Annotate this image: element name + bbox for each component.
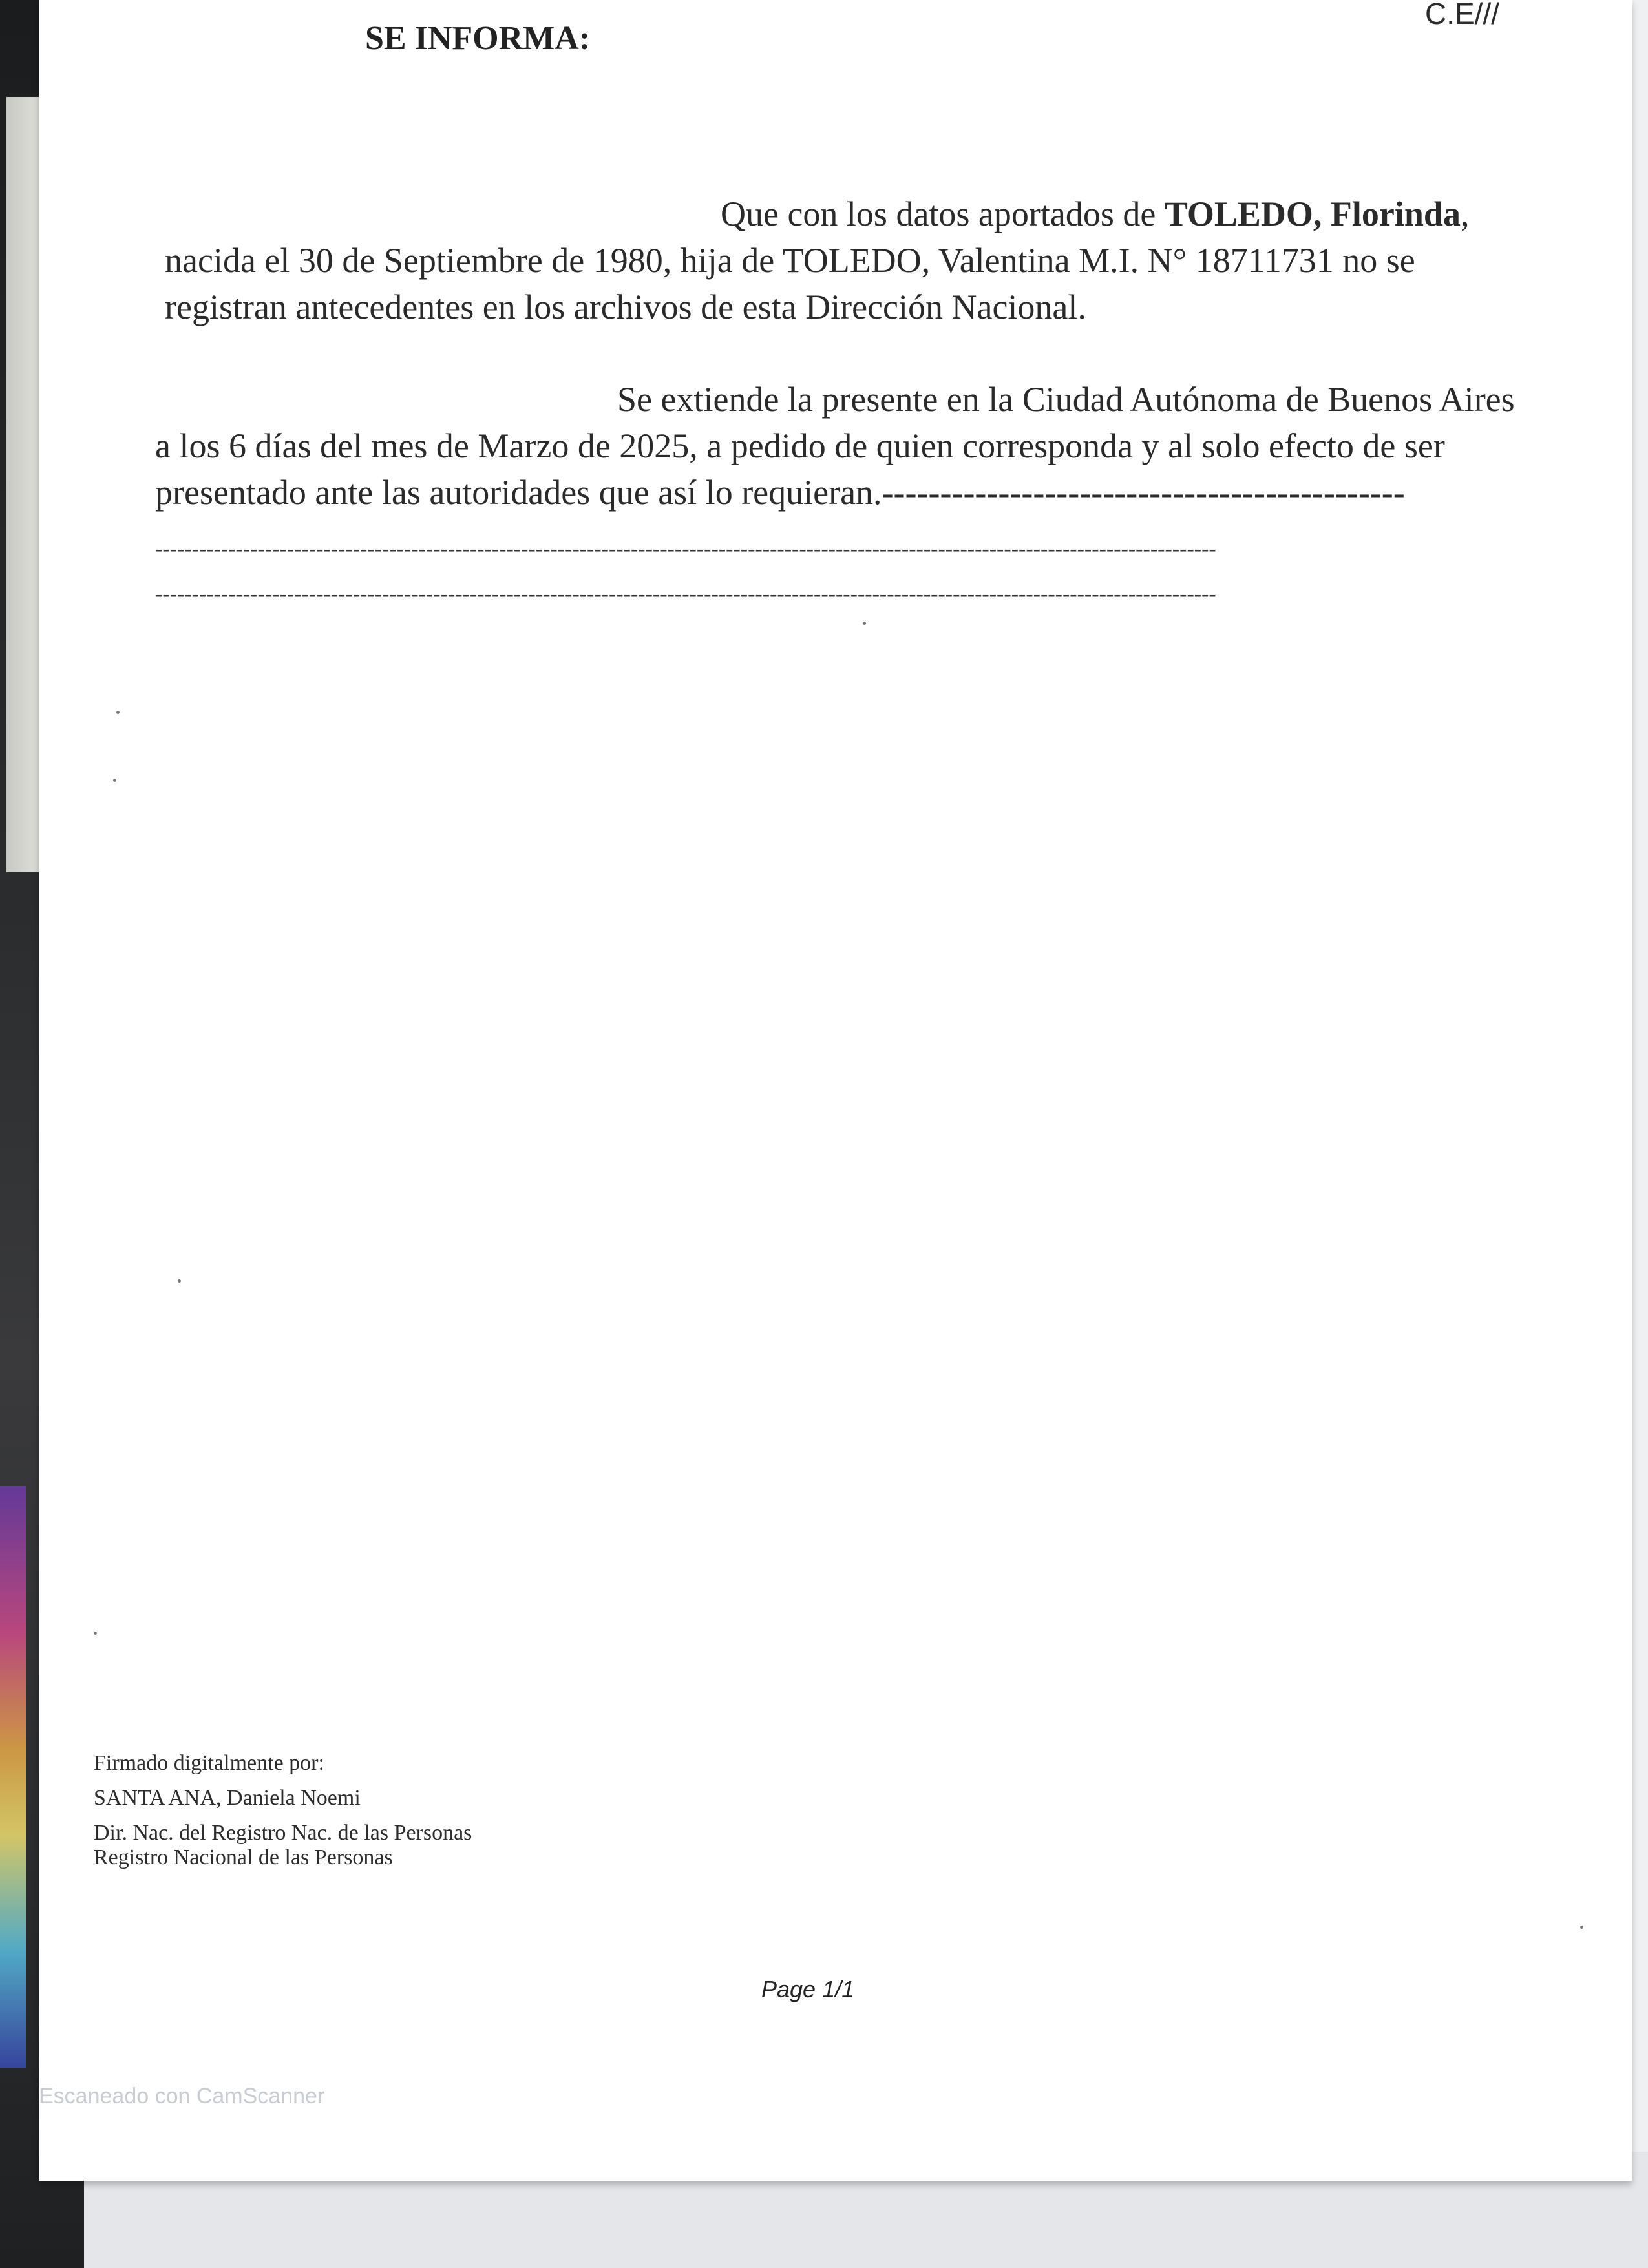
- digital-signature-block: [94, 1751, 472, 1870]
- page-number: Page 1/1: [761, 1976, 855, 2002]
- signer-office: Dir. Nac. del Registro Nac. de las Personas: [94, 1821, 472, 1845]
- document-page: [39, 0, 1632, 2181]
- document-heading: SE INFORMA:: [365, 20, 591, 57]
- paragraph-report-line-3: registran antecedentes en los archivos de esta Dirección Nacional.: [165, 288, 1086, 326]
- paragraph-report-line-2: nacida el 30 de Septiembre de 1980, hija de TOLEDO, Valentina M.I. N° 18711731 no se: [165, 241, 1415, 280]
- issuance-closing-text: presentado ante las autoridades que así lo requieran.: [155, 473, 882, 512]
- signer-agency: Registro Nacional de las Personas: [94, 1845, 393, 1869]
- scan-speck: [178, 1279, 181, 1283]
- subject-name: TOLEDO, Florinda: [1164, 194, 1461, 233]
- camscanner-watermark: Escaneado con CamScanner: [39, 2084, 325, 2108]
- paragraph-issuance-line-3: [155, 469, 1515, 516]
- report-comma: ,: [1460, 194, 1470, 233]
- scan-speck: [94, 1632, 97, 1635]
- paragraph-issuance-line-1: [155, 376, 1515, 423]
- scan-speck: [113, 779, 116, 782]
- paragraph-report-line-1: [165, 191, 1469, 237]
- report-intro-text: Que con los datos aportados de: [721, 194, 1165, 233]
- fill-dash-line: -------------------------------------------------------------------------------------------------------------------------------------------------: [155, 582, 1216, 606]
- scan-speck: [863, 622, 866, 625]
- scan-color-artifact: [0, 1486, 26, 2068]
- paragraph-report: [165, 191, 1469, 330]
- paragraph-issuance: [155, 376, 1515, 516]
- signature-label: Firmado digitalmente por:: [94, 1751, 324, 1775]
- reference-code: C.E///: [1425, 0, 1500, 30]
- scan-speck: [1580, 1926, 1583, 1929]
- scan-speck: [116, 711, 120, 714]
- paragraph-issuance-line-2: a los 6 días del mes de Marzo de 2025, a pedido de quien corresponda y al solo efecto de ser: [155, 426, 1445, 465]
- fill-dashes: ---------------------------------------------: [882, 473, 1405, 512]
- fill-dash-line: -------------------------------------------------------------------------------------------------------------------------------------------------: [155, 537, 1216, 561]
- issuance-intro-text: Se extiende la presente en la Ciudad Autónoma de Buenos Aires: [617, 380, 1515, 419]
- signer-name: SANTA ANA, Daniela Noemi: [94, 1786, 361, 1810]
